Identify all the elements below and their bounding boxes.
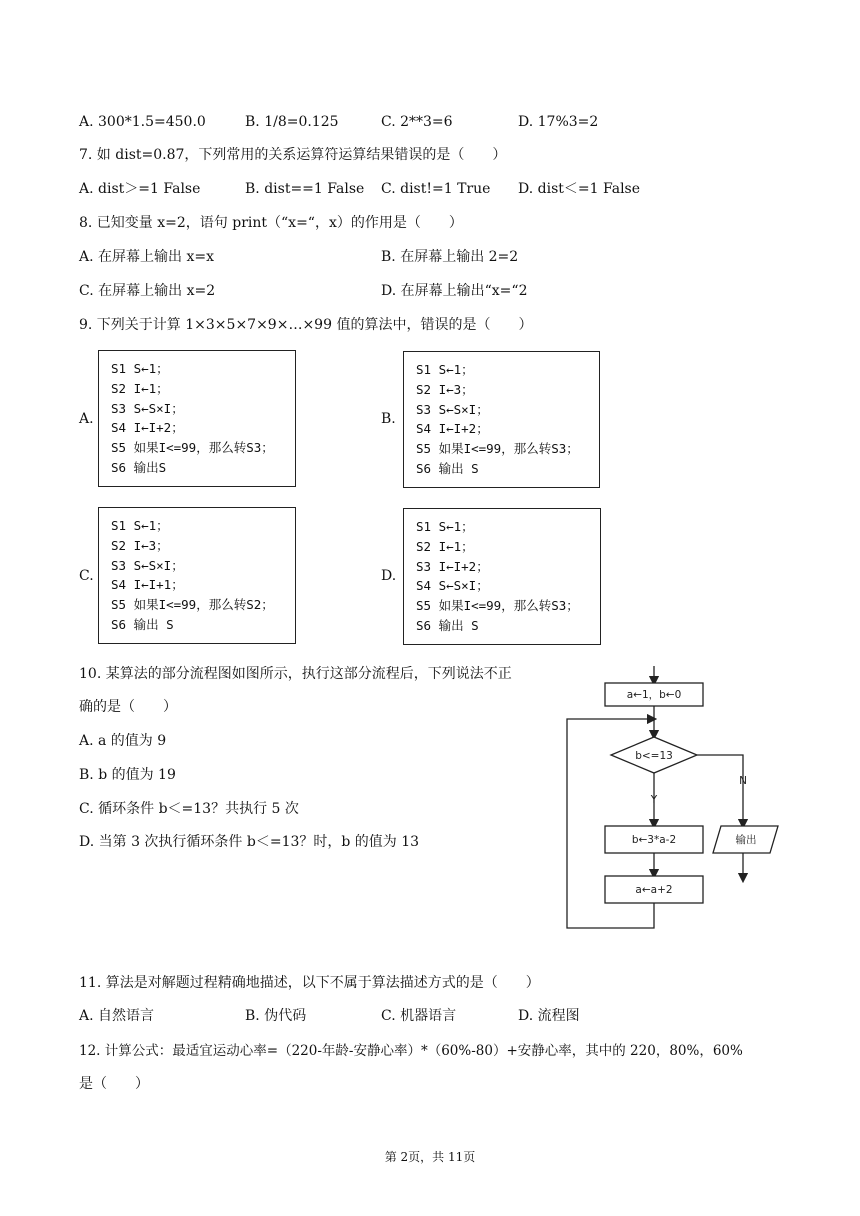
q7-stem: 7. 如 dist=0.87，下列常用的关系运算符运算结果错误的是（ ） — [79, 147, 507, 163]
q8-option-a: A. 在屏幕上输出 x=x — [79, 249, 214, 265]
q9-label-d: D. — [381, 568, 397, 584]
algorithm-step: S6 输出 S — [416, 460, 479, 476]
q8-stem: 8. 已知变量 x=2，语句 print（“x=“，x）的作用是（ ） — [79, 215, 463, 231]
algorithm-step: S1 S←1； — [416, 519, 474, 534]
page-footer: 第 2页，共 11页 — [384, 1150, 476, 1164]
q7-option-b: B. dist==1 False — [245, 181, 365, 197]
q10-option-a: A. a 的值为 9 — [79, 733, 167, 749]
algorithm-step: S2 I←1； — [111, 380, 169, 396]
q8-option-c: C. 在屏幕上输出 x=2 — [79, 283, 216, 299]
algorithm-step: S6 输出 S — [416, 617, 479, 633]
q9-algorithm-c — [98, 507, 296, 644]
algorithm-step: S6 输出 S — [111, 616, 174, 632]
algorithm-step: S5 如果I<=99，那么转S3； — [416, 598, 579, 614]
q10-option-b: B. b 的值为 19 — [79, 767, 176, 783]
q11-stem: 11. 算法是对解题过程精确地描述，以下不属于算法描述方式的是（ ） — [79, 975, 540, 991]
flow-step2-label: a←a+2 — [635, 884, 673, 896]
algorithm-step: S3 S←S×I； — [111, 557, 184, 573]
q9-label-c: C. — [79, 568, 94, 584]
q11-option-d: D. 流程图 — [518, 1008, 580, 1024]
q9-algorithm-b — [403, 351, 600, 488]
flow-no-label: N — [739, 775, 747, 787]
q9-stem: 9. 下列关于计算 1×3×5×7×9×…×99 值的算法中，错误的是（ ） — [79, 317, 533, 333]
algorithm-step: S1 S←1； — [111, 518, 169, 533]
q12-stem-line1: 12. 计算公式：最适宜运动心率=（220-年龄-安静心率）*（60%-80）+安静心率，其中的 220，80%，60% — [79, 1043, 743, 1059]
q10-option-c: C. 循环条件 b＜=13？共执行 5 次 — [79, 801, 299, 817]
q10-option-d: D. 当第 3 次执行循环条件 b＜=13？时，b 的值为 13 — [79, 834, 420, 850]
q6-option-b: B. 1/8=0.125 — [245, 114, 339, 130]
flow-step1-label: b←3*a-2 — [631, 834, 677, 846]
algorithm-step: S4 I←I+1； — [111, 577, 184, 593]
algorithm-step: S5 如果I<=99，那么转S3； — [111, 440, 274, 456]
q9-label-b: B. — [381, 411, 396, 427]
algorithm-step: S2 I←1； — [416, 538, 474, 554]
q11-option-a: A. 自然语言 — [79, 1008, 155, 1024]
algorithm-step: S1 S←1； — [111, 361, 169, 376]
algorithm-step: S4 S←S×I； — [416, 578, 489, 594]
q6-option-c: C. 2**3=6 — [381, 114, 453, 130]
algorithm-step: S2 I←3； — [111, 537, 169, 553]
algorithm-step: S3 I←I+2； — [416, 558, 489, 574]
q12-stem-line2: 是（ ） — [79, 1076, 149, 1092]
q10-flowchart — [556, 660, 796, 935]
algorithm-step: S3 S←S×I； — [416, 401, 489, 417]
algorithm-step: S5 如果I<=99，那么转S3； — [416, 441, 579, 457]
q11-option-c: C. 机器语言 — [381, 1008, 457, 1024]
q8-option-d: D. 在屏幕上输出“x=“2 — [381, 283, 528, 299]
algorithm-step: S3 S←S×I； — [111, 400, 184, 416]
flow-condition-label: b<=13 — [635, 750, 673, 762]
q6-option-a: A. 300*1.5=450.0 — [79, 114, 206, 130]
q11-option-b: B. 伪代码 — [245, 1008, 307, 1024]
algorithm-step: S4 I←I+2； — [111, 420, 184, 436]
flow-init-label: a←1，b←0 — [626, 689, 682, 701]
algorithm-step: S6 输出S — [111, 459, 167, 475]
q10-stem-line2: 确的是（ ） — [79, 699, 177, 715]
q7-option-d: D. dist＜=1 False — [518, 181, 641, 197]
q8-option-b: B. 在屏幕上输出 2=2 — [381, 249, 519, 265]
q9-algorithm-a — [98, 350, 296, 487]
algorithm-step: S4 I←I+2； — [416, 421, 489, 437]
flow-yes-label: Y — [650, 794, 658, 806]
flow-no-branch — [697, 755, 743, 824]
q6-option-d: D. 17%3=2 — [518, 114, 599, 130]
q7-option-c: C. dist!=1 True — [381, 181, 491, 197]
algorithm-step: S2 I←3； — [416, 381, 474, 397]
algorithm-step: S5 如果I<=99，那么转S2； — [111, 597, 274, 613]
algorithm-step: S1 S←1； — [416, 362, 474, 377]
q10-stem-line1: 10. 某算法的部分流程图如图所示，执行这部分流程后，下列说法不正 — [79, 666, 512, 682]
q9-label-a: A. — [79, 411, 94, 427]
q9-algorithm-d — [403, 508, 601, 645]
q7-option-a: A. dist＞=1 False — [79, 181, 201, 197]
flow-output-label: 输出 — [735, 834, 757, 846]
